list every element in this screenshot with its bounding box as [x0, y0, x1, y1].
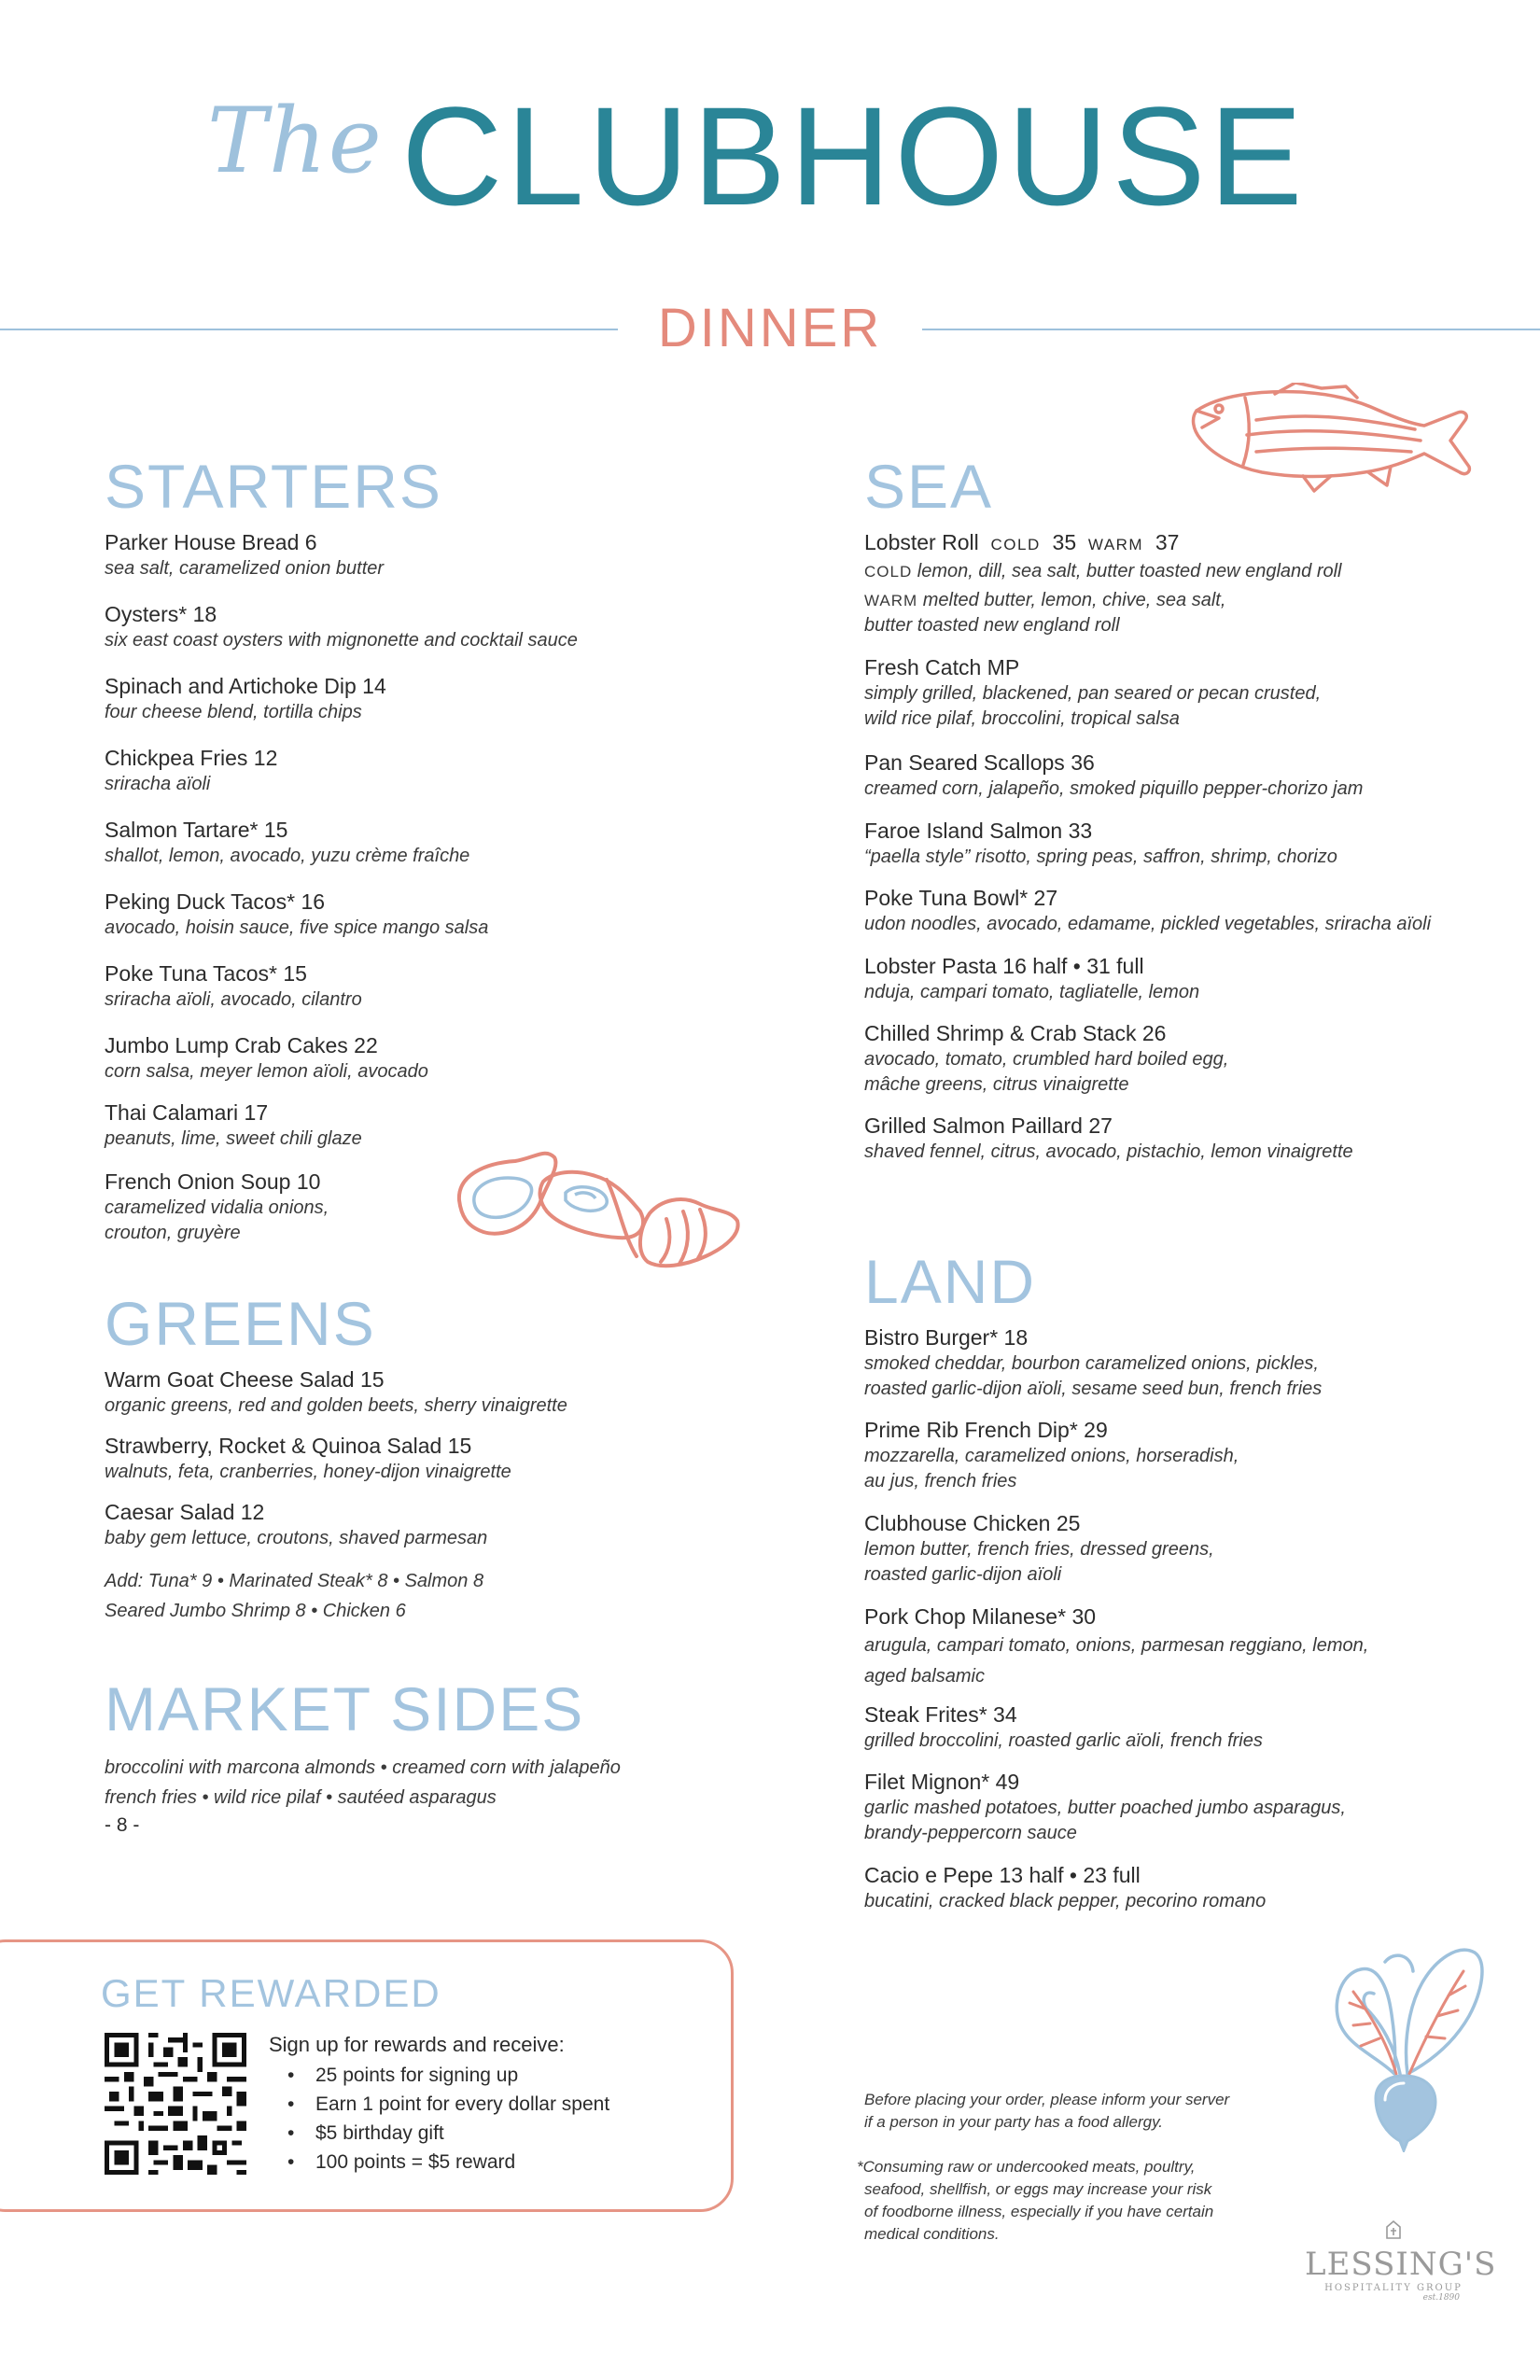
- menu-item: [864, 1019, 1228, 1098]
- cold-label: COLD: [990, 536, 1041, 553]
- warm-desc: melted butter, lemon, chive, sea salt,: [922, 590, 1226, 610]
- menu-item: [105, 888, 488, 941]
- item-name: Chilled Shrimp & Crab Stack 26: [864, 1021, 1167, 1045]
- menu-item: [105, 816, 469, 869]
- allergy-note: [864, 2089, 1229, 2134]
- menu-item: [864, 1603, 1368, 1692]
- item-name: Steak Frites* 34: [864, 1702, 1017, 1727]
- fish-illustration: [1191, 383, 1475, 493]
- consumption-note: [857, 2156, 1213, 2246]
- sides-line: broccolini with marcona almonds • creamed corn with jalapeño: [105, 1757, 621, 1778]
- warm-price: 37: [1155, 530, 1180, 554]
- item-desc: butter toasted new england roll: [864, 615, 1120, 636]
- item-name: Prime Rib French Dip* 29: [864, 1418, 1108, 1442]
- menu-item: [864, 1701, 1263, 1754]
- rewards-bullet: • $5 birthday gift: [287, 2119, 609, 2148]
- menu-item: [864, 884, 1431, 937]
- item-desc: mozzarella, caramelized onions, horseradish,: [864, 1446, 1239, 1466]
- warm-label: WARM: [1087, 536, 1144, 553]
- sea-title: SEA: [864, 452, 994, 521]
- allergy-note-line: Before placing your order, please inform your server: [864, 2091, 1230, 2108]
- logo-name: LESSING'S: [1305, 2246, 1497, 2283]
- menu-item: [105, 1099, 362, 1152]
- rewards-bullet: • 25 points for signing up: [287, 2061, 609, 2090]
- item-desc: six east coast oysters with mignonette and cocktail sauce: [105, 630, 578, 651]
- item-name: Clubhouse Chicken 25: [864, 1511, 1081, 1535]
- item-name: Pork Chop Milanese* 30: [864, 1604, 1097, 1629]
- market-sides-title: MARKET SIDES: [105, 1674, 585, 1743]
- item-desc: nduja, campari tomato, tagliatelle, lemon: [864, 982, 1200, 1002]
- logo-subtitle: HOSPITALITY GROUP: [1324, 2283, 1463, 2293]
- item-desc: [864, 559, 1342, 584]
- menu-item-lobster-roll: [864, 528, 1342, 638]
- item-desc: sriracha aïoli: [105, 774, 211, 794]
- consumption-note-line: of foodborne illness, especially if you have certain: [864, 2203, 1214, 2220]
- item-desc: corn salsa, meyer lemon aïoli, avocado: [105, 1061, 428, 1082]
- menu-item: [864, 1416, 1239, 1494]
- item-desc: wild rice pilaf, broccolini, tropical salsa: [864, 708, 1180, 729]
- item-name: Chickpea Fries 12: [105, 746, 278, 770]
- allergy-note-line: if a person in your party has a food allergy.: [864, 2113, 1164, 2131]
- item-name: [864, 528, 1342, 559]
- item-desc: roasted garlic-dijon aïoli: [864, 1564, 1062, 1585]
- item-name: Strawberry, Rocket & Quinoa Salad 15: [105, 1434, 472, 1458]
- menu-item: [105, 1168, 329, 1246]
- cold-price: 35: [1052, 530, 1077, 554]
- item-name: Pan Seared Scallops 36: [864, 750, 1095, 775]
- item-name: Faroe Island Salmon 33: [864, 819, 1093, 843]
- item-name: Lobster Pasta 16 half • 31 full: [864, 954, 1144, 978]
- menu-item: [864, 749, 1363, 802]
- market-sides-list: [105, 1753, 621, 1839]
- item-name: Grilled Salmon Paillard 27: [864, 1113, 1113, 1138]
- menu-item: [864, 1323, 1322, 1402]
- item-desc: aged balsamic: [864, 1666, 985, 1687]
- logo-established: est.1890: [1422, 2293, 1460, 2303]
- warm-desc-label: WARM: [864, 592, 918, 609]
- item-name: Poke Tuna Bowl* 27: [864, 886, 1058, 910]
- item-desc: arugula, campari tomato, onions, parmesan reggiano, lemon,: [864, 1635, 1369, 1656]
- item-name: Peking Duck Tacos* 16: [105, 889, 326, 914]
- menu-item: [864, 1861, 1266, 1914]
- item-name: Salmon Tartare* 15: [105, 818, 288, 842]
- item-name: Caesar Salad 12: [105, 1500, 265, 1524]
- consumption-note-line: medical conditions.: [864, 2225, 1000, 2243]
- item-name: French Onion Soup 10: [105, 1169, 321, 1194]
- add-ons-line: Seared Jumbo Shrimp 8 • Chicken 6: [105, 1601, 406, 1621]
- item-desc: baby gem lettuce, croutons, shaved parmesan: [105, 1528, 488, 1548]
- item-name: Cacio e Pepe 13 half • 23 full: [864, 1863, 1141, 1887]
- land-title: LAND: [864, 1247, 1037, 1316]
- cold-desc: lemon, dill, sea salt, butter toasted new england roll: [917, 561, 1342, 581]
- rewards-bullet: • 100 points = $5 reward: [287, 2148, 609, 2177]
- item-desc: caramelized vidalia onions,: [105, 1197, 329, 1218]
- menu-item: [864, 1509, 1214, 1588]
- item-desc: simply grilled, blackened, pan seared or pecan crusted,: [864, 683, 1322, 704]
- rewards-bullet: • Earn 1 point for every dollar spent: [287, 2090, 609, 2119]
- menu-item: [105, 672, 386, 725]
- item-desc: [864, 588, 1342, 613]
- item-name: Thai Calamari 17: [105, 1100, 269, 1125]
- title-script-word: The: [207, 89, 384, 193]
- sides-price: - 8 -: [105, 1814, 140, 1836]
- menu-item: [105, 1365, 567, 1419]
- menu-item: [105, 1498, 487, 1551]
- menu-item: [864, 653, 1321, 732]
- menu-item: [864, 817, 1337, 870]
- item-desc: peanuts, lime, sweet chili glaze: [105, 1128, 362, 1149]
- item-desc: shaved fennel, citrus, avocado, pistachio, lemon vinaigrette: [864, 1141, 1353, 1162]
- item-desc: brandy-peppercorn sauce: [864, 1823, 1077, 1843]
- crest-icon: [1383, 2219, 1404, 2240]
- item-desc: lemon butter, french fries, dressed greens,: [864, 1539, 1214, 1560]
- greens-add-ons: [105, 1566, 483, 1626]
- restaurant-title: CLUBHOUSE: [401, 77, 1307, 234]
- menu-item: [864, 1112, 1353, 1165]
- item-desc: walnuts, feta, cranberries, honey-dijon vinaigrette: [105, 1462, 511, 1482]
- item-title: Lobster Roll: [864, 530, 979, 554]
- menu-item: [105, 1432, 511, 1485]
- item-desc: sea salt, caramelized onion butter: [105, 558, 385, 579]
- consumption-note-line: *Consuming raw or undercooked meats, poultry,: [857, 2158, 1196, 2176]
- item-desc: shallot, lemon, avocado, yuzu crème fraîche: [105, 846, 470, 866]
- menu-item: [864, 1768, 1346, 1846]
- beet-illustration: [1329, 1934, 1488, 2152]
- item-name: Poke Tuna Tacos* 15: [105, 961, 307, 986]
- rewards-list: [287, 2061, 609, 2177]
- item-desc: roasted garlic-dijon aïoli, sesame seed bun, french fries: [864, 1379, 1323, 1399]
- rewards-title: GET REWARDED: [101, 1971, 441, 2015]
- menu-item: [105, 744, 277, 797]
- item-name: Warm Goat Cheese Salad 15: [105, 1367, 385, 1392]
- rewards-intro: Sign up for rewards and receive:: [269, 2033, 565, 2056]
- menu-item: [864, 952, 1199, 1005]
- item-desc: “paella style” risotto, spring peas, saffron, shrimp, chorizo: [864, 847, 1337, 867]
- item-name: Fresh Catch MP: [864, 655, 1020, 679]
- item-desc: udon noodles, avocado, edamame, pickled vegetables, sriracha aïoli: [864, 914, 1432, 934]
- greens-title: GREENS: [105, 1289, 376, 1358]
- add-ons-line: Add: Tuna* 9 • Marinated Steak* 8 • Salmon 8: [105, 1571, 484, 1591]
- item-name: Spinach and Artichoke Dip 14: [105, 674, 386, 698]
- item-desc: crouton, gruyère: [105, 1223, 241, 1243]
- item-name: Jumbo Lump Crab Cakes 22: [105, 1033, 378, 1057]
- starters-title: STARTERS: [105, 452, 442, 521]
- oysters-illustration: [450, 1146, 777, 1329]
- menu-name: DINNER: [657, 298, 883, 358]
- item-name: Oysters* 18: [105, 602, 217, 626]
- item-desc: sriracha aïoli, avocado, cilantro: [105, 989, 362, 1010]
- item-desc: organic greens, red and golden beets, sherry vinaigrette: [105, 1395, 567, 1416]
- item-desc: avocado, hoisin sauce, five spice mango salsa: [105, 917, 489, 938]
- sides-line: french fries • wild rice pilaf • sautéed asparagus: [105, 1787, 497, 1808]
- item-desc: grilled broccolini, roasted garlic aïoli, french fries: [864, 1730, 1263, 1751]
- lessings-logo: [1305, 2219, 1497, 2341]
- item-name: Parker House Bread 6: [105, 530, 317, 554]
- item-desc: garlic mashed potatoes, butter poached jumbo asparagus,: [864, 1798, 1346, 1818]
- item-desc: mâche greens, citrus vinaigrette: [864, 1074, 1129, 1095]
- item-desc: creamed corn, jalapeño, smoked piquillo pepper-chorizo jam: [864, 778, 1364, 799]
- cold-desc-label: COLD: [864, 563, 913, 581]
- item-desc: avocado, tomato, crumbled hard boiled egg,: [864, 1049, 1229, 1070]
- menu-item: [105, 1031, 428, 1085]
- item-name: Bistro Burger* 18: [864, 1325, 1029, 1350]
- menu-item: [105, 959, 362, 1013]
- consumption-note-line: seafood, shellfish, or eggs may increase your risk: [864, 2180, 1212, 2198]
- item-name: Filet Mignon* 49: [864, 1770, 1020, 1794]
- item-desc: four cheese blend, tortilla chips: [105, 702, 362, 722]
- menu-item: [105, 528, 384, 581]
- menu-item: [105, 600, 578, 653]
- qr-code-icon[interactable]: [105, 2033, 246, 2175]
- item-desc: bucatini, cracked black pepper, pecorino romano: [864, 1891, 1267, 1911]
- item-desc: smoked cheddar, bourbon caramelized onions, pickles,: [864, 1353, 1319, 1374]
- item-desc: au jus, french fries: [864, 1471, 1017, 1491]
